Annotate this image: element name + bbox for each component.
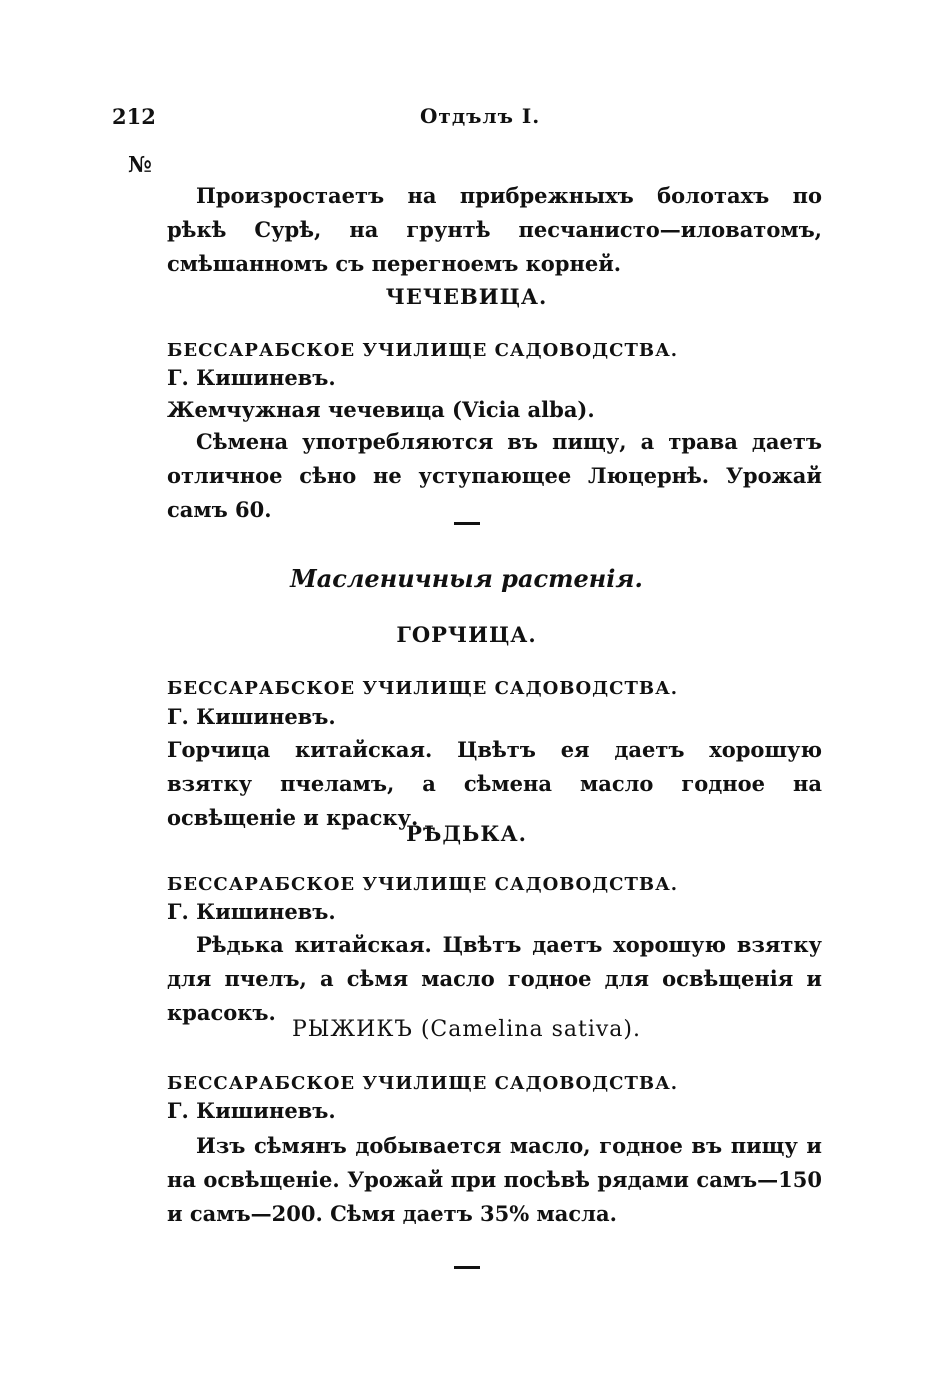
mustard-school: БЕССАРАБСКОЕ УЧИЛИЩЕ САДОВОДСТВА. <box>167 678 679 699</box>
running-title: Отдълъ I. <box>420 104 541 128</box>
camelina-title: РЫЖИКЪ (Camelina sativa). <box>291 1017 642 1042</box>
radish-title: РѢДЬКА. <box>406 821 527 846</box>
lentil-school: БЕССАРАБСКОЕ УЧИЛИЩЕ САДОВОДСТВА. <box>167 340 679 361</box>
number-sign: № <box>128 152 152 178</box>
lentil-variety: Жемчужная чечевица (Vicia alba). <box>167 397 595 422</box>
radish-city: Г. Кишиневъ. <box>167 899 336 924</box>
lentil-city: Г. Кишиневъ. <box>167 365 336 390</box>
page-number: 212 <box>112 104 156 129</box>
lentil-description: Сѣмена употребляются въ пищу, а трава даетъ отличное сѣно не уступающее Люцернѣ. Урожай самъ 60. <box>167 429 822 522</box>
mustard-city: Г. Кишиневъ. <box>167 704 336 729</box>
camelina-school: БЕССАРАБСКОЕ УЧИЛИЩЕ САДОВОДСТВА. <box>167 1073 679 1094</box>
intro-paragraph: Произростаетъ на прибрежныхъ болотахъ по рѣкѣ Сурѣ, на грунтѣ песчанисто—иловатомъ, смѣшанномъ съ перегноемъ корней. <box>167 183 822 276</box>
separator-dash <box>454 522 480 525</box>
mustard-title: ГОРЧИЦА. <box>396 622 537 647</box>
mustard-description: Горчица китайская. Цвѣтъ ея даетъ хорошую взятку пчеламъ, а сѣмена масло годное на освѣщеніе и краску. <box>167 737 822 830</box>
radish-school: БЕССАРАБСКОЕ УЧИЛИЩЕ САДОВОДСТВА. <box>167 874 679 895</box>
end-dash <box>454 1266 480 1269</box>
camelina-description: Изъ сѣмянъ добывается масло, годное въ пищу и на освѣщеніе. Урожай при посѣвѣ рядами самъ—150 и самъ—200. Сѣмя даетъ 35% масла. <box>167 1133 822 1226</box>
section-title: Масленичныя растенія. <box>290 564 643 593</box>
radish-description: Рѣдька китайская. Цвѣтъ даетъ хорошую взятку для пчелъ, а сѣмя масло годное для освѣщенія и красокъ. <box>167 932 822 1025</box>
camelina-city: Г. Кишиневъ. <box>167 1098 336 1123</box>
lentil-title: ЧЕЧЕВИЦА. <box>385 284 548 309</box>
